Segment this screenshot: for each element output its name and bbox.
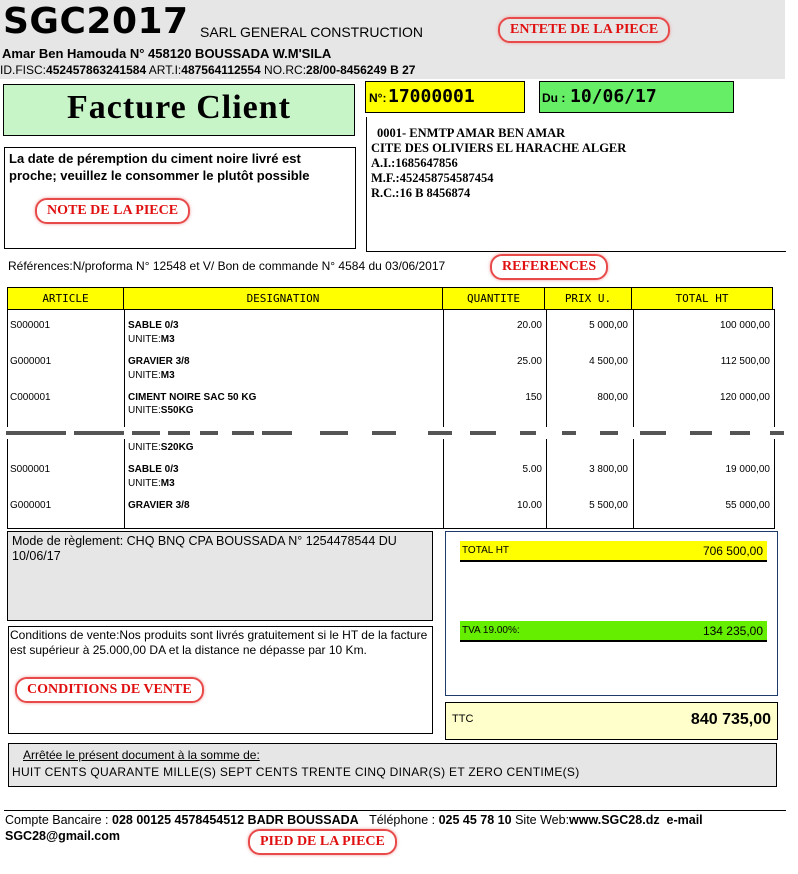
row-unit-price: 4 500,00: [589, 356, 628, 367]
document-title: Facture Client: [67, 89, 291, 126]
invoice-number: 17000001: [388, 86, 475, 107]
email-address[interactable]: SGC28@gmail.com: [5, 829, 121, 843]
client-address: CITE DES OLIVIERS EL HARACHE ALGER: [371, 141, 627, 155]
client-mf: M.F.:452458754587454: [371, 171, 494, 185]
invoice-number-box: [365, 81, 525, 113]
phone-label: Téléphone :: [369, 813, 439, 827]
id-fisc-value: 452457863241584: [46, 63, 147, 77]
total-ht-value: 706 500,00: [702, 544, 763, 558]
bank-label: Compte Bancaire :: [5, 813, 112, 827]
note-text: La date de péremption du ciment noire livré est proche; veuillez le consommer le plutôt possible: [9, 151, 310, 183]
website[interactable]: www.SGC28.dz: [569, 813, 660, 827]
total-ht-row: [460, 541, 767, 562]
invoice-date-box: [539, 81, 734, 113]
row-quantity: 25.00: [516, 356, 542, 367]
art-value: 487564112554: [181, 63, 261, 77]
col-designation: DESIGNATION: [124, 288, 443, 310]
ttc-value: 840 735,00: [690, 711, 771, 728]
footer-annotation-stamp: PIED DE LA PIECE: [248, 829, 397, 855]
references-text: Références:N/proforma N° 12548 et V/ Bon de commande N° 4584 du 03/06/2017: [8, 259, 446, 273]
row-article: S000001: [10, 464, 51, 475]
row-designation: GRAVIER 3/8: [128, 500, 190, 511]
row-unit: UNITE:S50KG: [128, 405, 194, 416]
row-designation: SABLE 0/3: [128, 320, 179, 331]
art-label: ART.I:: [148, 63, 182, 77]
row-unit: UNITE:S20KG: [128, 442, 194, 453]
row-unit-price: 5 000,00: [589, 320, 628, 331]
rc-value: 28/00-8456249 B 27: [306, 63, 416, 77]
header-annotation-stamp: ENTETE DE LA PIECE: [498, 17, 670, 43]
col-total-ht: TOTAL HT: [632, 288, 773, 310]
references-annotation-stamp: REFERENCES: [490, 254, 608, 280]
row-unit: UNITE:M3: [128, 334, 175, 345]
row-article: C000001: [10, 392, 51, 403]
note-annotation-stamp: NOTE DE LA PIECE: [35, 198, 190, 224]
client-block: [366, 117, 786, 252]
items-table-header: [8, 288, 773, 310]
row-unit: UNITE:M3: [128, 370, 175, 381]
note-box: [4, 147, 356, 249]
total-ht-label: TOTAL HT: [462, 545, 510, 556]
row-designation: SABLE 0/3: [128, 464, 179, 475]
amount-in-words-value: HUIT CENTS QUARANTE MILLE(S) SEPT CENTS TRENTE CINQ DINAR(S) ET ZERO CENTIME(S): [12, 765, 580, 779]
ttc-box: [445, 702, 778, 740]
bank-account: 028 00125 4578454512 BADR BOUSSADA: [112, 813, 359, 827]
row-total: 100 000,00: [719, 320, 770, 331]
conditions-box: [8, 626, 433, 734]
tva-row: [460, 621, 767, 642]
company-logo: SGC2017: [3, 1, 189, 42]
company-identifiers: [0, 63, 415, 77]
invoice-date-label: Du :: [542, 91, 566, 105]
client-rc: R.C.:16 B 8456874: [371, 186, 471, 200]
conditions-annotation-stamp: CONDITIONS DE VENTE: [15, 677, 204, 703]
invoice-date: 10/06/17: [570, 86, 657, 107]
row-article: S000001: [10, 320, 51, 331]
row-article: G000001: [10, 356, 52, 367]
row-unit: UNITE:M3: [128, 478, 175, 489]
amount-in-words-label: Arrêtée le présent document à la somme de:: [23, 748, 260, 762]
row-total: 55 000,00: [725, 500, 770, 511]
email-label: e-mail: [666, 813, 703, 827]
row-quantity: 5.00: [522, 464, 542, 475]
rc-label: NO.RC:: [264, 63, 307, 77]
tva-value: 134 235,00: [702, 624, 763, 638]
row-quantity: 20.00: [516, 320, 542, 331]
row-total: 112 500,00: [720, 356, 770, 367]
client-name: 0001- ENMTP AMAR BEN AMAR: [377, 126, 566, 140]
row-unit-price: 5 500,00: [589, 500, 628, 511]
document-title-box: [3, 84, 355, 136]
row-unit-price: 800,00: [597, 392, 628, 403]
amount-in-words-box: [8, 743, 777, 787]
id-fisc-label: ID.FISC:: [0, 63, 47, 77]
company-address: Amar Ben Hamouda N° 458120 BOUSSADA W.M'SILA: [2, 46, 332, 61]
conditions-text: Conditions de vente:Nos produits sont livrés gratuitement si le HT de la facture est supérieur à 25.000,00 DA et la distance ne dépasse par 10 Km.: [10, 628, 428, 657]
items-table: [7, 287, 773, 310]
totals-box: [445, 531, 778, 696]
phone-number: 025 45 78 10: [438, 813, 512, 827]
company-legal-name: SARL GENERAL CONSTRUCTION: [200, 24, 423, 40]
col-quantity: QUANTITE: [443, 288, 545, 310]
row-designation: GRAVIER 3/8: [128, 356, 190, 367]
client-ai: A.I.:1685647856: [371, 156, 458, 170]
items-table-body: [7, 309, 775, 529]
payment-method-box: [7, 531, 433, 621]
payment-method: Mode de règlement: CHQ BNQ CPA BOUSSADA N° 1254478544 DU 10/06/17: [12, 534, 397, 563]
row-article: G000001: [10, 500, 52, 511]
col-unit-price: PRIX U.: [545, 288, 632, 310]
row-unit-price: 3 800,00: [589, 464, 628, 475]
row-total: 120 000,00: [719, 392, 770, 403]
row-designation: CIMENT NOIRE SAC 50 KG: [128, 392, 257, 403]
tva-label: TVA 19.00%:: [462, 625, 520, 636]
col-article: ARTICLE: [8, 288, 124, 310]
web-label: Site Web:: [515, 813, 570, 827]
row-quantity: 10.00: [516, 500, 542, 511]
row-total: 19 000,00: [725, 464, 770, 475]
footer-divider: [4, 810, 786, 811]
invoice-number-label: N°:: [369, 91, 387, 105]
ttc-label: TTC: [452, 713, 474, 725]
row-quantity: 150: [525, 392, 542, 403]
page-break-tear: [0, 427, 798, 439]
